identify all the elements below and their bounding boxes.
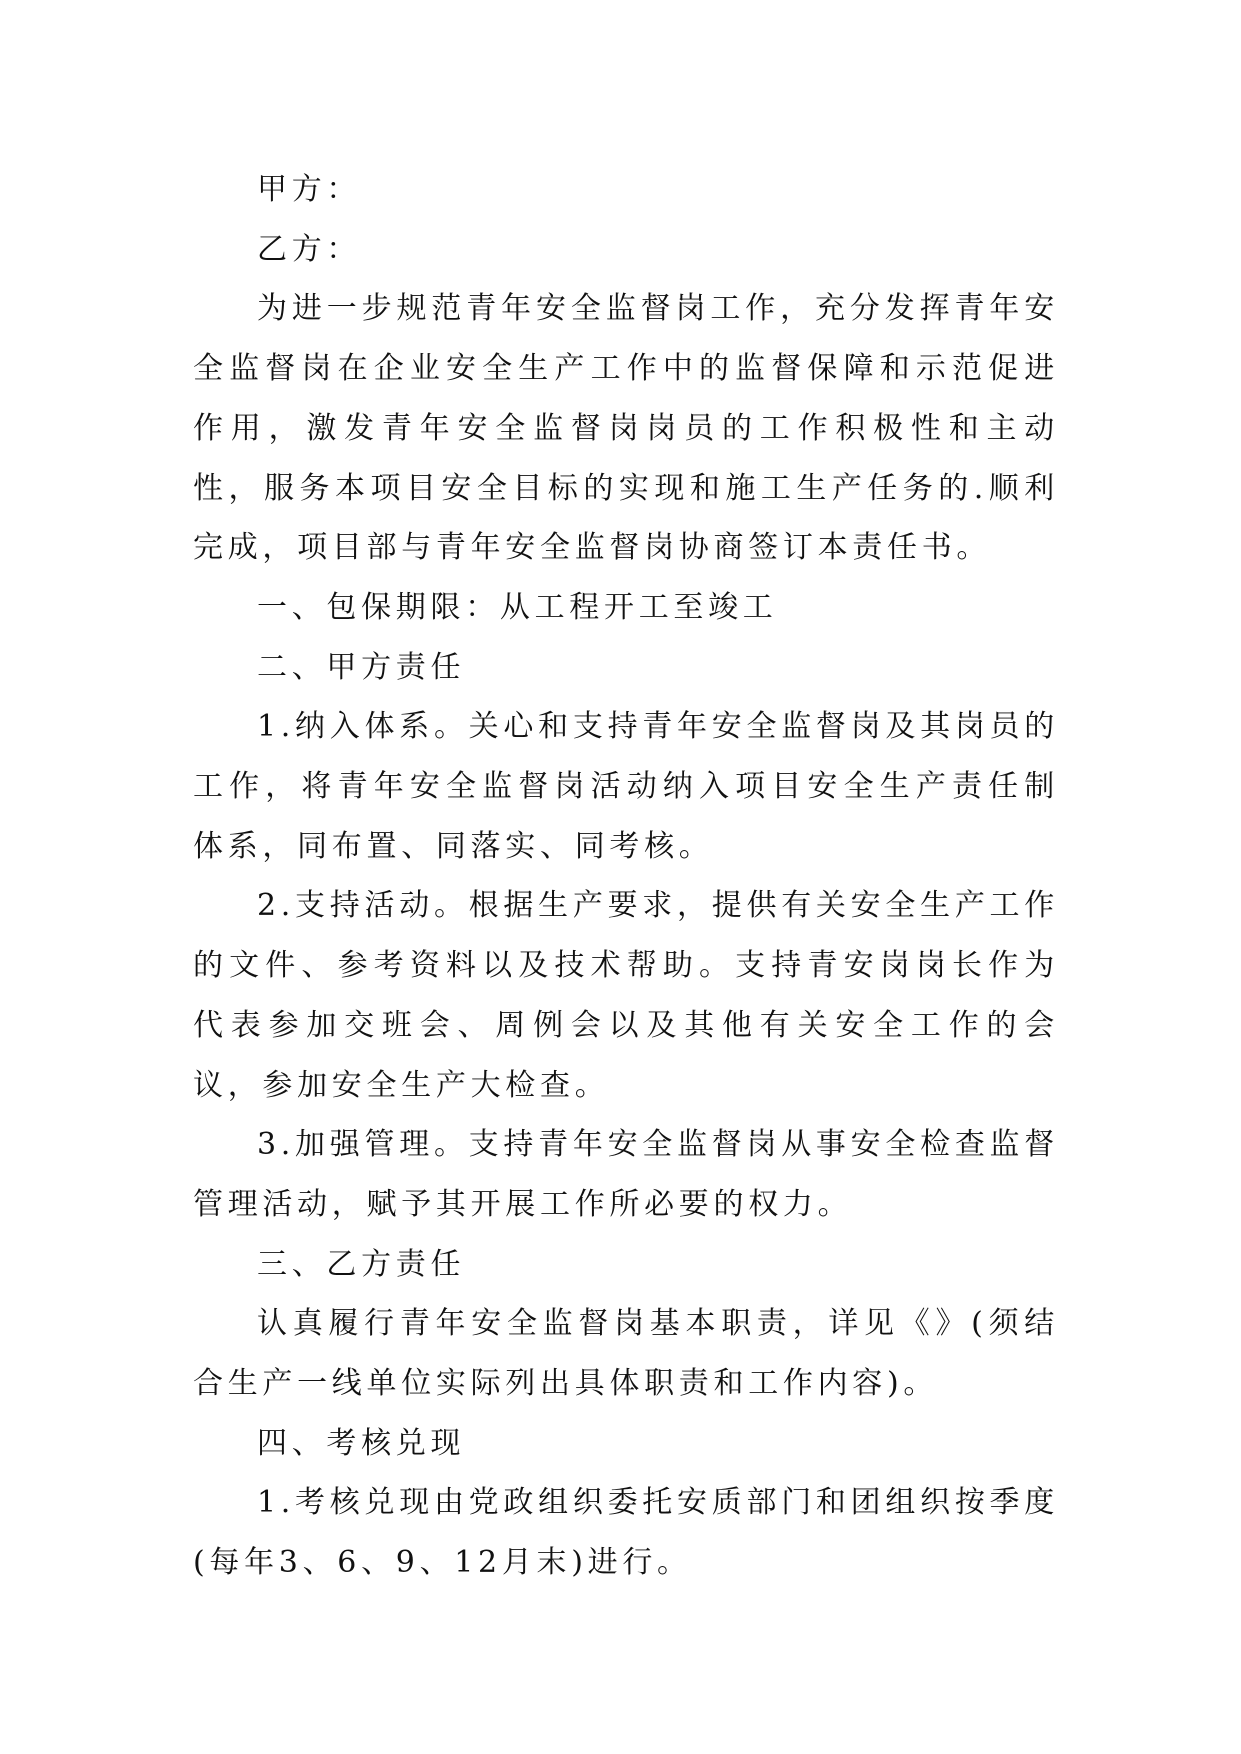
party-a-item-2: 2.支持活动。根据生产要求，提供有关安全生产工作的文件、参考资料以及技术帮助。支持青安岗岗长作为代表参加交班会、周例会以及其他有关安全工作的会议，参加安全生产大检查。 bbox=[193, 888, 1059, 1103]
section-heading-term: 一、包保期限：从工程开工至竣工 bbox=[257, 589, 778, 625]
section-heading-party-a: 二、甲方责任 bbox=[257, 649, 466, 685]
party-a-line: 甲方： bbox=[257, 172, 362, 207]
section-heading-assessment: 四、考核兑现 bbox=[257, 1425, 466, 1461]
intro-paragraph: 为进一步规范青年安全监督岗工作，充分发挥青年安全监督岗在企业安全生产工作中的监督保障和示范促进作用，激发青年安全监督岗岗员的工作积极性和主动性，服务本项目安全目标的实现和施工生产任务的.顺利完成，项目部与青年安全监督岗协商签订本责任书。 bbox=[193, 291, 1059, 566]
party-b-line: 乙方： bbox=[257, 231, 362, 267]
document-body bbox=[193, 160, 1059, 1593]
assessment-item-1: 1.考核兑现由党政组织委托安质部门和团组织按季度(每年3、6、9、12月末)进行。 bbox=[193, 1485, 1059, 1581]
party-a-item-1: 1.纳入体系。关心和支持青年安全监督岗及其岗员的工作，将青年安全监督岗活动纳入项目安全生产责任制体系，同布置、同落实、同考核。 bbox=[193, 709, 1059, 864]
section-heading-party-b: 三、乙方责任 bbox=[257, 1246, 466, 1282]
party-a-item-3: 3.加强管理。支持青年安全监督岗从事安全检查监督管理活动，赋予其开展工作所必要的权力。 bbox=[193, 1127, 1059, 1222]
party-b-duties-paragraph: 认真履行青年安全监督岗基本职责，详见《》(须结合生产一线单位实际列出具体职责和工作内容)。 bbox=[193, 1306, 1059, 1402]
